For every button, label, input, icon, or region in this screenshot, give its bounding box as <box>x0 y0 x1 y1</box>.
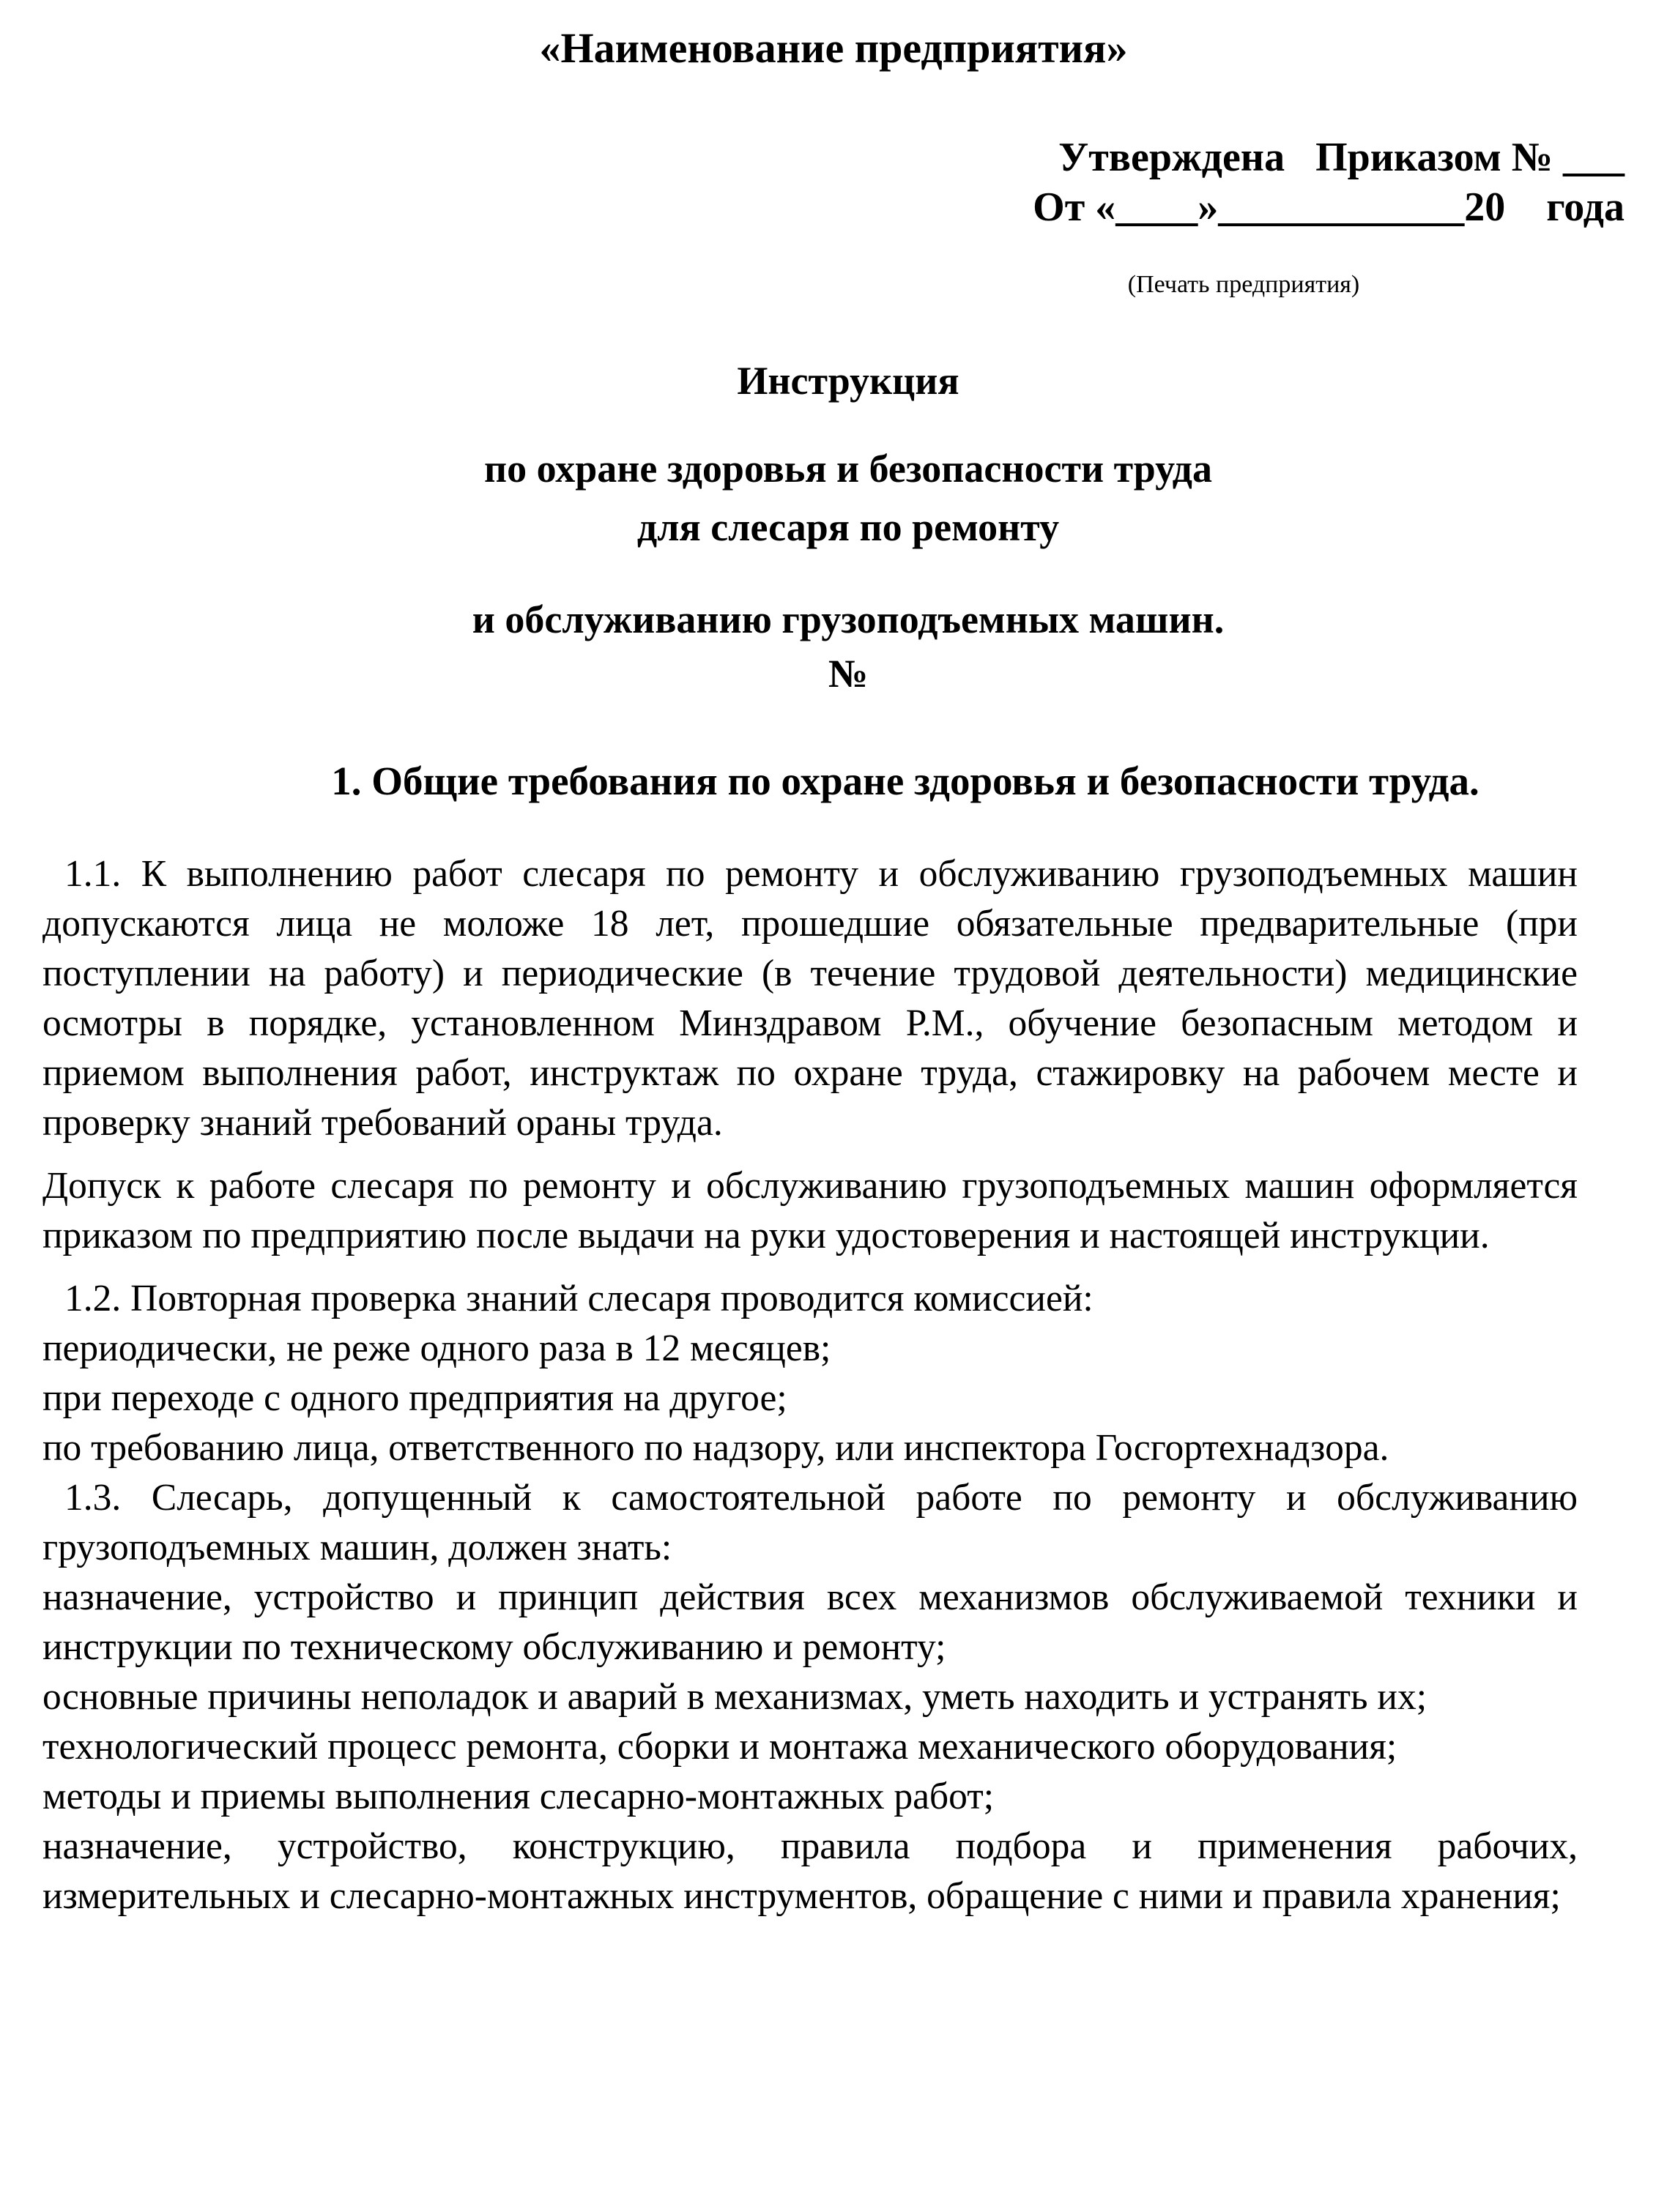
document-number: № <box>828 652 869 696</box>
paragraph-1-1: 1.1. К выполнению работ слесаря по ремонту и обслуживанию грузоподъемных машин допускаются лица не моложе 18 лет, прошедшие обязательные предварительные (при поступлении на работу) и периодические (в течение трудовой деятельности) медицинские осмотры в порядке, установленном Минздравом Р.М., обучение безопасным методом и приемом выполнения работ, инструктаж по охране труда, стажировку на рабочем месте и проверку знаний требований ораны труда. <box>42 853 1578 1144</box>
company-name: «Наименование предприятия» <box>539 24 1128 72</box>
paragraph-1-2: 1.2. Повторная проверка знаний слесаря проводится комиссией: <box>64 1278 1094 1319</box>
list-item: назначение, устройство и принцип действия всех механизмов обслуживаемой техники и инструкции по техническому обслуживанию и ремонту; <box>42 1576 1578 1668</box>
paragraph-access: Допуск к работе слесаря по ремонту и обслуживанию грузоподъемных машин оформляется приказом по предприятию после выдачи на руки удостоверения и настоящей инструкции. <box>42 1165 1578 1256</box>
stamp-placeholder: (Печать предприятия) <box>1127 271 1360 298</box>
list-item: назначение, устройство, конструкцию, правила подбора и применения рабочих, измерительных и слесарно-монтажных инструментов, обращение с ними и правила хранения; <box>42 1825 1578 1917</box>
document-subtitle-line3: и обслуживанию грузоподъемных машин. <box>472 597 1225 641</box>
approval-date-line: От «____»____________20 года <box>1033 185 1625 230</box>
list-item: при переходе с одного предприятия на другое; <box>42 1377 787 1419</box>
section-heading: 1. Общие требования по охране здоровья и безопасности труда. <box>331 759 1479 803</box>
document-title: Инструкция <box>737 359 959 403</box>
approval-order-line: Утверждена Приказом № ___ <box>1058 135 1625 180</box>
list-item: по требованию лица, ответственного по надзору, или инспектора Госгортехнадзора. <box>42 1427 1389 1469</box>
section-body <box>42 849 1578 1921</box>
document-subtitle-line1: по охране здоровья и безопасности труда <box>483 447 1213 491</box>
list-item: основные причины неполадок и аварий в механизмах, уметь находить и устранять их; <box>42 1676 1427 1718</box>
list-item: технологический процесс ремонта, сборки и монтажа механического оборудования; <box>42 1726 1397 1768</box>
paragraph-1-3: 1.3. Слесарь, допущенный к самостоятельной работе по ремонту и обслуживанию грузоподъемных машин, должен знать: <box>42 1477 1578 1568</box>
list-item: периодически, не реже одного раза в 12 месяцев; <box>42 1327 831 1369</box>
list-item: методы и приемы выполнения слесарно-монтажных работ; <box>42 1776 995 1817</box>
document-subtitle-line2: для слесаря по ремонту <box>636 505 1060 549</box>
